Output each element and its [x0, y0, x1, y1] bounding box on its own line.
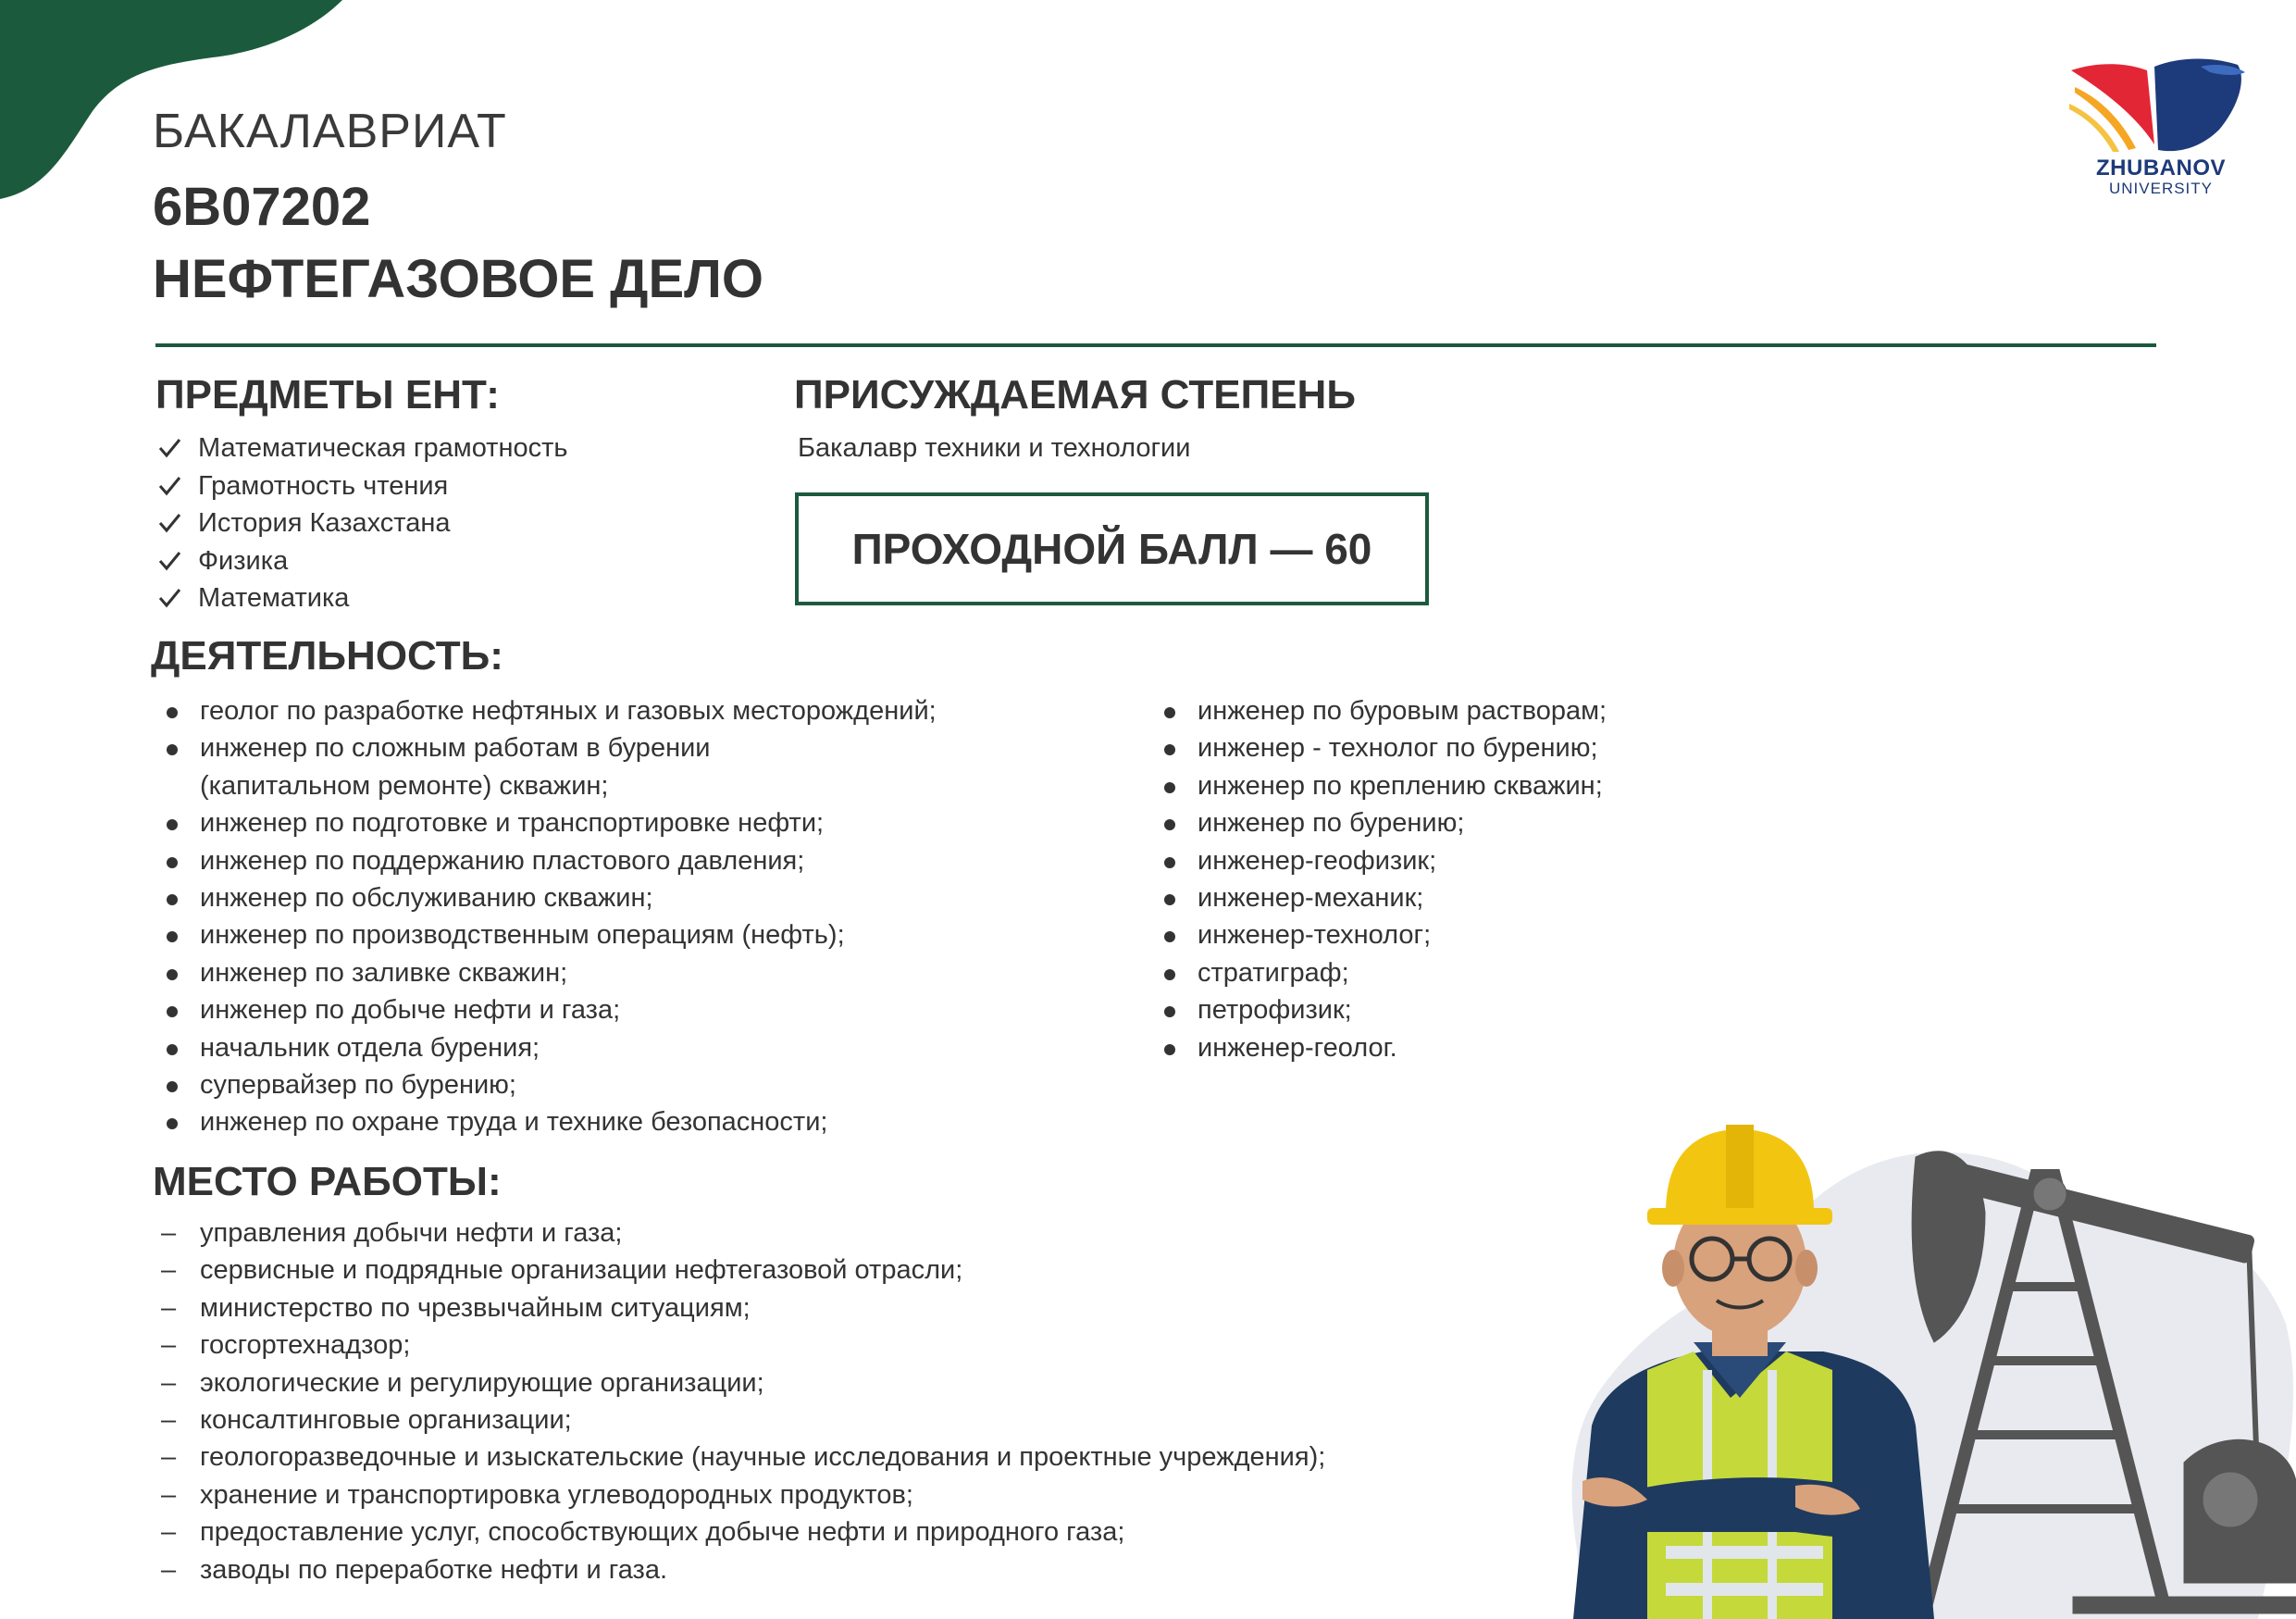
ent-subject-label: Физика [198, 545, 289, 576]
activity-list-right [1155, 692, 1803, 1066]
ent-subject-label: Математическая грамотность [198, 433, 568, 463]
checkmark-icon [157, 474, 181, 498]
program-name: НЕФТЕГАЗОВОЕ ДЕЛО [153, 249, 763, 309]
ent-subject-item [157, 504, 568, 542]
workplace-item: – сервисные и подрядные организации нефтегазовой отрасли; [157, 1252, 1325, 1289]
checkmark-icon [157, 549, 181, 573]
activity-item: инженер-механик; [1155, 879, 1803, 916]
activity-item: инженер по сложным работам в бурении (капитальном ремонте) скважин; [157, 729, 866, 804]
ent-subject-list [157, 430, 568, 617]
engineer-oil-pump-illustration [1518, 1065, 2296, 1619]
program-code: 6B07202 [153, 177, 371, 237]
corner-decoration [0, 0, 352, 204]
logo-line-2: UNIVERSITY [2108, 180, 2214, 197]
activity-item: инженер по охране труда и технике безопасности; [157, 1103, 1138, 1140]
workplace-section-title: МЕСТО РАБОТЫ: [153, 1159, 502, 1204]
ent-section-title: ПРЕДМЕТЫ ЕНТ: [155, 372, 500, 417]
activity-item: инженер по подготовке и транспортировке нефти; [157, 804, 1138, 841]
logo-line-1: ZHUBANOV [2096, 156, 2226, 181]
workplace-item: – экологические и регулирующие организации; [157, 1364, 1325, 1401]
degree-level: БАКАЛАВРИАТ [153, 105, 507, 158]
ent-subject-label: Математика [198, 583, 350, 613]
degree-section-title: ПРИСУЖДАЕМАЯ СТЕПЕНЬ [794, 372, 1356, 417]
activity-item: инженер по добыче нефти и газа; [157, 991, 1138, 1028]
activity-item: инженер-технолог; [1155, 916, 1803, 953]
activity-item: петрофизик; [1155, 991, 1803, 1028]
activity-item: инженер по буровым растворам; [1155, 692, 1803, 729]
workplace-item: – управления добычи нефти и газа; [157, 1214, 1325, 1252]
ent-subject-item [157, 430, 568, 467]
activity-list-left [157, 692, 1138, 1141]
ent-subject-item [157, 467, 568, 505]
activity-item: инженер по бурению; [1155, 804, 1803, 841]
activity-item: супервайзер по бурению; [157, 1066, 1138, 1103]
logo-emblem-icon [2062, 52, 2260, 156]
activity-item: инженер по поддержанию пластового давления; [157, 842, 1138, 879]
activity-item: инженер - технолог по бурению; [1155, 729, 1803, 766]
activity-item: инженер по обслуживанию скважин; [157, 879, 1138, 916]
workplace-item: – геологоразведочные и изыскательские (научные исследования и проектные учреждения); [157, 1438, 1325, 1476]
workplace-item: – госгортехнадзор; [157, 1326, 1325, 1364]
activity-item: начальник отдела бурения; [157, 1029, 1138, 1066]
activity-item: инженер по креплению скважин; [1155, 767, 1803, 804]
checkmark-icon [157, 511, 181, 535]
workplace-item: – консалтинговые организации; [157, 1401, 1325, 1438]
activity-item: геолог по разработке нефтяных и газовых месторождений; [157, 692, 1138, 729]
ent-subject-label: Грамотность чтения [198, 470, 449, 501]
workplace-item: – заводы по переработке нефти и газа. [157, 1551, 1325, 1588]
header-divider [155, 343, 2156, 347]
activity-item: стратиграф; [1155, 954, 1803, 991]
workplace-list [157, 1214, 1325, 1588]
ent-subject-label: История Казахстана [198, 508, 451, 538]
activity-item: инженер по заливке скважин; [157, 954, 1138, 991]
passing-score-box [795, 492, 1429, 605]
passing-score-label: ПРОХОДНОЙ БАЛЛ — 60 [851, 525, 1372, 573]
workplace-item: – хранение и транспортировка углеводородных продуктов; [157, 1476, 1325, 1513]
activity-item: инженер по производственным операциям (нефть); [157, 916, 1138, 953]
checkmark-icon [157, 586, 181, 610]
activity-item: инженер-геолог. [1155, 1029, 1803, 1066]
ent-subject-item [157, 542, 568, 580]
workplace-item: – предоставление услуг, способствующих добыче нефти и природного газа; [157, 1513, 1325, 1551]
university-logo [2062, 52, 2260, 200]
activity-item: инженер-геофизик; [1155, 842, 1803, 879]
checkmark-icon [157, 436, 181, 460]
ent-subject-item [157, 579, 568, 617]
activity-section-title: ДЕЯТЕЛЬНОСТЬ: [151, 633, 503, 679]
workplace-item: – министерство по чрезвычайным ситуациям; [157, 1289, 1325, 1326]
degree-text: Бакалавр техники и технологии [798, 433, 1191, 463]
